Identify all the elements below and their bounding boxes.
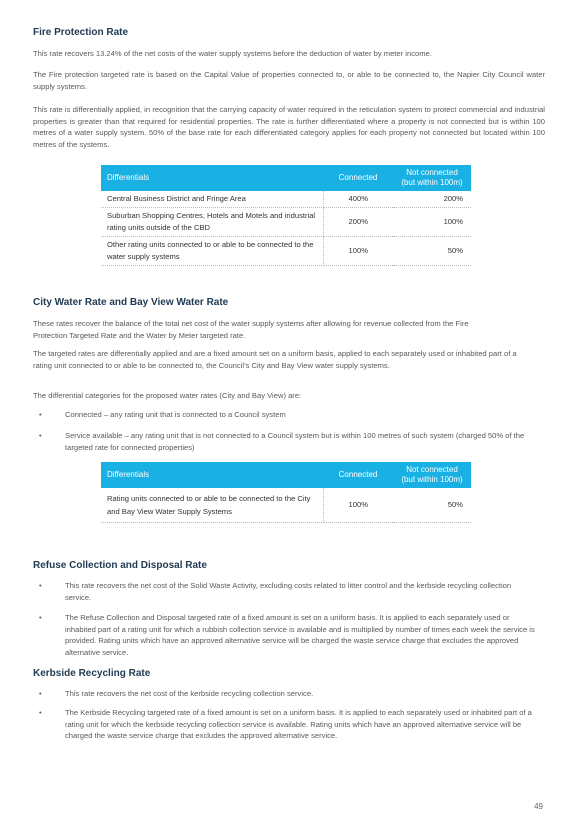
bullet-icon: • — [39, 708, 42, 717]
list-item — [39, 688, 539, 702]
column-header-differentials: Differentials — [101, 462, 323, 488]
bullet-icon: • — [39, 581, 42, 590]
fire-paragraph-2: The Fire protection targeted rate is based on the Capital Value of properties connected to, or able to be connected to, the Napier City Council water supply systems. — [33, 70, 545, 91]
table-cell-not-connected: 50% — [393, 237, 471, 266]
city-paragraph-1: These rates recover the balance of the total net cost of the water supply systems after allowing for revenue collected from the Fire Protection Targeted Rate and the Water by Meter targeted rate. — [33, 319, 469, 340]
city-water-heading: City Water Rate and Bay View Water Rate — [33, 297, 229, 308]
column-header-differentials: Differentials — [101, 165, 323, 191]
bullet-icon: • — [39, 613, 42, 622]
table-row — [101, 237, 471, 266]
kerbside-heading: Kerbside Recycling Rate — [33, 668, 151, 679]
column-header-connected: Connected — [323, 462, 393, 488]
fire-protection-heading: Fire Protection Rate — [33, 27, 129, 38]
table-cell-connected: 100% — [323, 237, 393, 266]
table-cell-not-connected: 100% — [393, 208, 471, 237]
list-item-text: The Refuse Collection and Disposal targeted rate of a fixed amount is set on a uniform basis. It is applied to each separately used or inhabited part of a rating unit for which a rubbish collection service is available and is multiplied by number of times each week the service is provided. Rating units which have an approved alternative service will be charged the waste service charge that excludes the approved alternative service. — [65, 613, 535, 657]
table-header-row — [101, 462, 471, 488]
table-cell-category: Rating units connected to or able to be connected to the City and Bay View Water Supply Systems — [101, 488, 323, 523]
list-item-text: The Kerbside Recycling targeted rate of a fixed amount is set on a uniform basis. It is applied to each separately used or inhabited part of a rating unit for which the kerbside recycling collection service is available. Rating units which have an approved alternative service will be charged the waste service charge that excludes the approved alternative service. — [65, 708, 532, 740]
table-cell-connected: 200% — [323, 208, 393, 237]
fire-differentials-table — [101, 165, 471, 266]
bullet-icon: • — [39, 689, 42, 698]
table-cell-category: Central Business District and Fringe Area — [101, 191, 323, 208]
table-cell-connected: 400% — [323, 191, 393, 208]
list-item — [39, 580, 539, 606]
city-paragraph-2: The targeted rates are differentially applied and are a fixed amount set on a uniform basis, applied to each separately used or inhabited part of a rating unit connected to or able to be connected to, the Council’s City and Bay View water supply systems. — [33, 349, 517, 370]
column-header-not-connected: Not connected (but within 100m) — [393, 462, 471, 488]
column-header-connected: Connected — [323, 165, 393, 191]
page-number: 49 — [534, 802, 543, 811]
table-row — [101, 208, 471, 237]
list-item-text: Connected – any rating unit that is connected to a Council system — [65, 410, 286, 419]
table-cell-connected: 100% — [323, 488, 393, 523]
table-cell-category: Other rating units connected to or able to be connected to the water supply systems — [101, 237, 323, 266]
table-cell-category: Suburban Shopping Centres, Hotels and Motels and industrial rating units outside of the CBD — [101, 208, 323, 237]
city-paragraph-3: The differential categories for the proposed water rates (City and Bay View) are: — [33, 391, 302, 400]
list-item — [39, 707, 539, 757]
table-cell-not-connected: 50% — [393, 488, 471, 523]
list-item — [39, 409, 539, 423]
list-item-text: This rate recovers the net cost of the kerbside recycling collection service. — [65, 689, 314, 698]
table-row — [101, 488, 471, 523]
table-header-row — [101, 165, 471, 191]
refuse-heading: Refuse Collection and Disposal Rate — [33, 560, 207, 571]
list-item — [39, 430, 539, 456]
bullet-icon: • — [39, 410, 42, 419]
city-differentials-table — [101, 462, 471, 523]
fire-paragraph-1: This rate recovers 13.24% of the net costs of the water supply systems before the deduction of water by meter income. — [33, 49, 432, 58]
table-cell-not-connected: 200% — [393, 191, 471, 208]
column-header-not-connected: Not connected (but within 100m) — [393, 165, 471, 191]
table-row — [101, 191, 471, 208]
fire-paragraph-3: This rate is differentially applied, in recognition that the carrying capacity of water required in the reticulation system to protect commercial and industrial properties is greater than that required for residential properties. The rate is further differentiated where a property is not connected but is within 100 metres of a water supply system. 50% of the base rate for each differentiated category applies for each property not connected but located within 100 metres of the systems. — [33, 105, 545, 149]
list-item — [39, 612, 539, 662]
list-item-text: Service available – any rating unit that is not connected to a Council system but is within 100 metres of such system (charged 50% of the targeted rate for connected properties) — [65, 431, 525, 452]
bullet-icon: • — [39, 431, 42, 440]
list-item-text: This rate recovers the net cost of the Solid Waste Activity, excluding costs related to litter control and the kerbside recycling collection service. — [65, 581, 512, 602]
